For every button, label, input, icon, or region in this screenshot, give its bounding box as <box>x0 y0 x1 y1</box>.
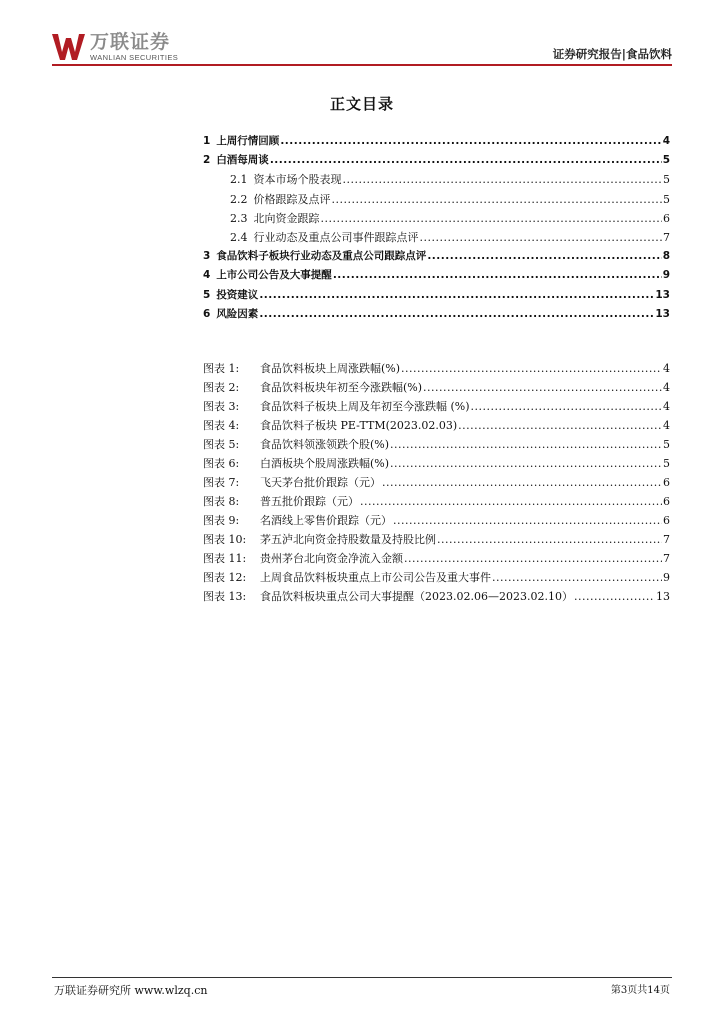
toc-entry[interactable] <box>203 133 670 152</box>
figure-label: 图表 1: <box>203 362 240 375</box>
figure-page: 7 <box>663 552 670 565</box>
figure-label: 图表 10: <box>203 533 247 546</box>
dot-leader <box>390 457 662 470</box>
figure-page: 4 <box>663 362 670 375</box>
figure-title: 食品饮料板块上周涨跌幅(%) <box>260 362 401 375</box>
figure-page: 5 <box>663 457 670 470</box>
figure-entry[interactable] <box>203 512 670 531</box>
dot-leader <box>492 571 662 584</box>
figure-title: 食品饮料子板块 PE-TTM(2023.02.03) <box>260 419 458 432</box>
toc-entry-title: 北向资金跟踪 <box>253 211 320 225</box>
figure-label: 图表 11: <box>203 552 247 565</box>
figure-title: 飞天茅台批价跟踪（元） <box>260 476 381 489</box>
figure-title: 白酒板块个股周涨跌幅(%) <box>260 457 390 470</box>
toc-entry-title: 上市公司公告及大事提醒 <box>216 269 332 282</box>
dot-leader <box>574 590 655 603</box>
toc-entry-page: 13 <box>655 288 670 301</box>
figure-entry[interactable] <box>203 360 670 379</box>
table-of-contents <box>203 133 670 325</box>
figure-title: 食品饮料板块年初至今涨跌幅(%) <box>260 381 423 394</box>
figure-label: 图表 13: <box>203 590 247 603</box>
toc-entry-title: 食品饮料子板块行业动态及重点公司跟踪点评 <box>216 250 427 263</box>
dot-leader <box>259 289 654 301</box>
toc-entry-number: 3 <box>203 250 211 263</box>
logo-chinese-name: 万联证券 <box>90 30 171 53</box>
figure-entry[interactable] <box>203 550 670 569</box>
dot-leader <box>471 400 662 413</box>
toc-entry[interactable] <box>203 152 670 171</box>
figure-label: 图表 9: <box>203 514 240 527</box>
figure-title: 食品饮料板块重点公司大事提醒（2023.02.06—2023.02.10） <box>260 590 573 603</box>
toc-entry-page: 13 <box>655 307 670 320</box>
figure-page: 6 <box>663 495 670 508</box>
toc-entry-page: 8 <box>662 250 670 263</box>
dot-leader <box>427 250 661 262</box>
figure-title: 食品饮料子板块上周及年初至今涨跌幅 (%) <box>260 400 470 413</box>
figure-entry[interactable] <box>203 588 670 607</box>
figure-label: 图表 6: <box>203 457 240 470</box>
header-divider <box>52 64 672 66</box>
toc-entry-number: 5 <box>203 288 211 301</box>
figure-label: 图表 2: <box>203 381 240 394</box>
figure-title: 茅五泸北向资金持股数量及持股比例 <box>260 533 436 546</box>
toc-entry[interactable] <box>203 287 670 306</box>
figure-page: 6 <box>663 514 670 527</box>
toc-entry-title: 价格跟踪及点评 <box>253 192 331 206</box>
figure-entry[interactable] <box>203 398 670 417</box>
dot-leader <box>360 495 662 508</box>
dot-leader <box>270 154 662 166</box>
toc-entry-page: 9 <box>662 269 670 282</box>
figure-page: 4 <box>663 381 670 394</box>
dot-leader <box>404 552 662 565</box>
toc-entry-page: 5 <box>663 192 670 206</box>
figure-page: 9 <box>663 571 670 584</box>
page-header <box>52 30 672 64</box>
figure-list <box>203 360 670 607</box>
company-logo <box>52 30 178 64</box>
figure-page: 5 <box>663 438 670 451</box>
figure-entry[interactable] <box>203 436 670 455</box>
toc-entry-number: 2 <box>203 154 211 167</box>
dot-leader <box>259 308 654 320</box>
figure-label: 图表 5: <box>203 438 240 451</box>
figure-page: 4 <box>663 419 670 432</box>
dot-leader <box>333 269 662 281</box>
dot-leader <box>343 173 663 186</box>
figure-page: 4 <box>663 400 670 413</box>
figure-label: 图表 7: <box>203 476 240 489</box>
toc-entry-number: 2.1 <box>230 173 248 187</box>
toc-entry[interactable] <box>203 306 670 325</box>
toc-entry[interactable] <box>203 210 670 229</box>
dot-leader <box>321 212 663 225</box>
figure-page: 13 <box>656 590 670 603</box>
figure-entry[interactable] <box>203 531 670 550</box>
figure-entry[interactable] <box>203 379 670 398</box>
toc-entry-title: 白酒每周谈 <box>216 154 269 167</box>
figure-entry[interactable] <box>203 455 670 474</box>
figure-title: 普五批价跟踪（元） <box>260 495 359 508</box>
figure-title: 上周食品饮料板块重点上市公司公告及重大事件 <box>260 571 491 584</box>
toc-entry-page: 7 <box>663 230 670 244</box>
toc-entry-number: 4 <box>203 269 211 282</box>
footer-divider <box>52 977 672 978</box>
dot-leader <box>401 362 662 375</box>
toc-entry-page: 5 <box>662 154 670 167</box>
figure-title: 贵州茅台北向资金净流入金额 <box>260 552 403 565</box>
toc-entry-title: 风险因素 <box>216 307 259 320</box>
figure-label: 图表 12: <box>203 571 247 584</box>
toc-entry-title: 资本市场个股表现 <box>253 173 342 187</box>
figure-page: 6 <box>663 476 670 489</box>
toc-entry-page: 6 <box>663 211 670 225</box>
dot-leader <box>332 193 663 206</box>
dot-leader <box>423 381 662 394</box>
toc-entry[interactable] <box>203 191 670 210</box>
toc-entry-title: 投资建议 <box>216 288 259 301</box>
toc-entry-page: 4 <box>662 135 670 147</box>
toc-entry-number: 6 <box>203 307 211 320</box>
toc-entry-number: 2.3 <box>230 211 248 225</box>
figure-label: 图表 4: <box>203 419 240 432</box>
toc-entry[interactable] <box>203 248 670 267</box>
toc-entry-title: 上周行情回顾 <box>216 135 280 147</box>
page-number: 第3页共14页 <box>610 985 670 996</box>
wanlian-logo-icon <box>52 32 86 62</box>
figure-title: 名酒线上零售价跟踪（元） <box>260 514 392 527</box>
dot-leader <box>420 231 663 244</box>
figure-label: 图表 3: <box>203 400 240 413</box>
toc-entry-number: 2.2 <box>230 192 248 206</box>
report-type-label: 证券研究报告|食品饮料 <box>552 47 672 61</box>
dot-leader <box>382 476 662 489</box>
toc-entry[interactable] <box>203 229 670 248</box>
toc-entry-number: 2.4 <box>230 230 248 244</box>
figure-label: 图表 8: <box>203 495 240 508</box>
figure-entry[interactable] <box>203 474 670 493</box>
figure-page: 7 <box>663 533 670 546</box>
dot-leader <box>458 419 662 432</box>
figure-entry[interactable] <box>203 569 670 588</box>
dot-leader <box>390 438 662 451</box>
figure-title: 食品饮料领涨领跌个股(%) <box>260 438 390 451</box>
dot-leader <box>437 533 662 546</box>
dot-leader <box>280 135 661 147</box>
toc-entry[interactable] <box>203 267 670 286</box>
toc-entry[interactable] <box>203 171 670 190</box>
footer-source: 万联证券研究所 www.wlzq.cn <box>54 984 208 997</box>
toc-entry-title: 行业动态及重点公司事件跟踪点评 <box>253 230 419 244</box>
toc-entry-page: 5 <box>663 173 670 187</box>
toc-entry-number: 1 <box>203 135 211 147</box>
figure-entry[interactable] <box>203 417 670 436</box>
toc-title: 正文目录 <box>329 95 394 113</box>
dot-leader <box>393 514 662 527</box>
logo-english-name: WANLIAN SECURITIES <box>90 52 179 62</box>
figure-entry[interactable] <box>203 493 670 512</box>
